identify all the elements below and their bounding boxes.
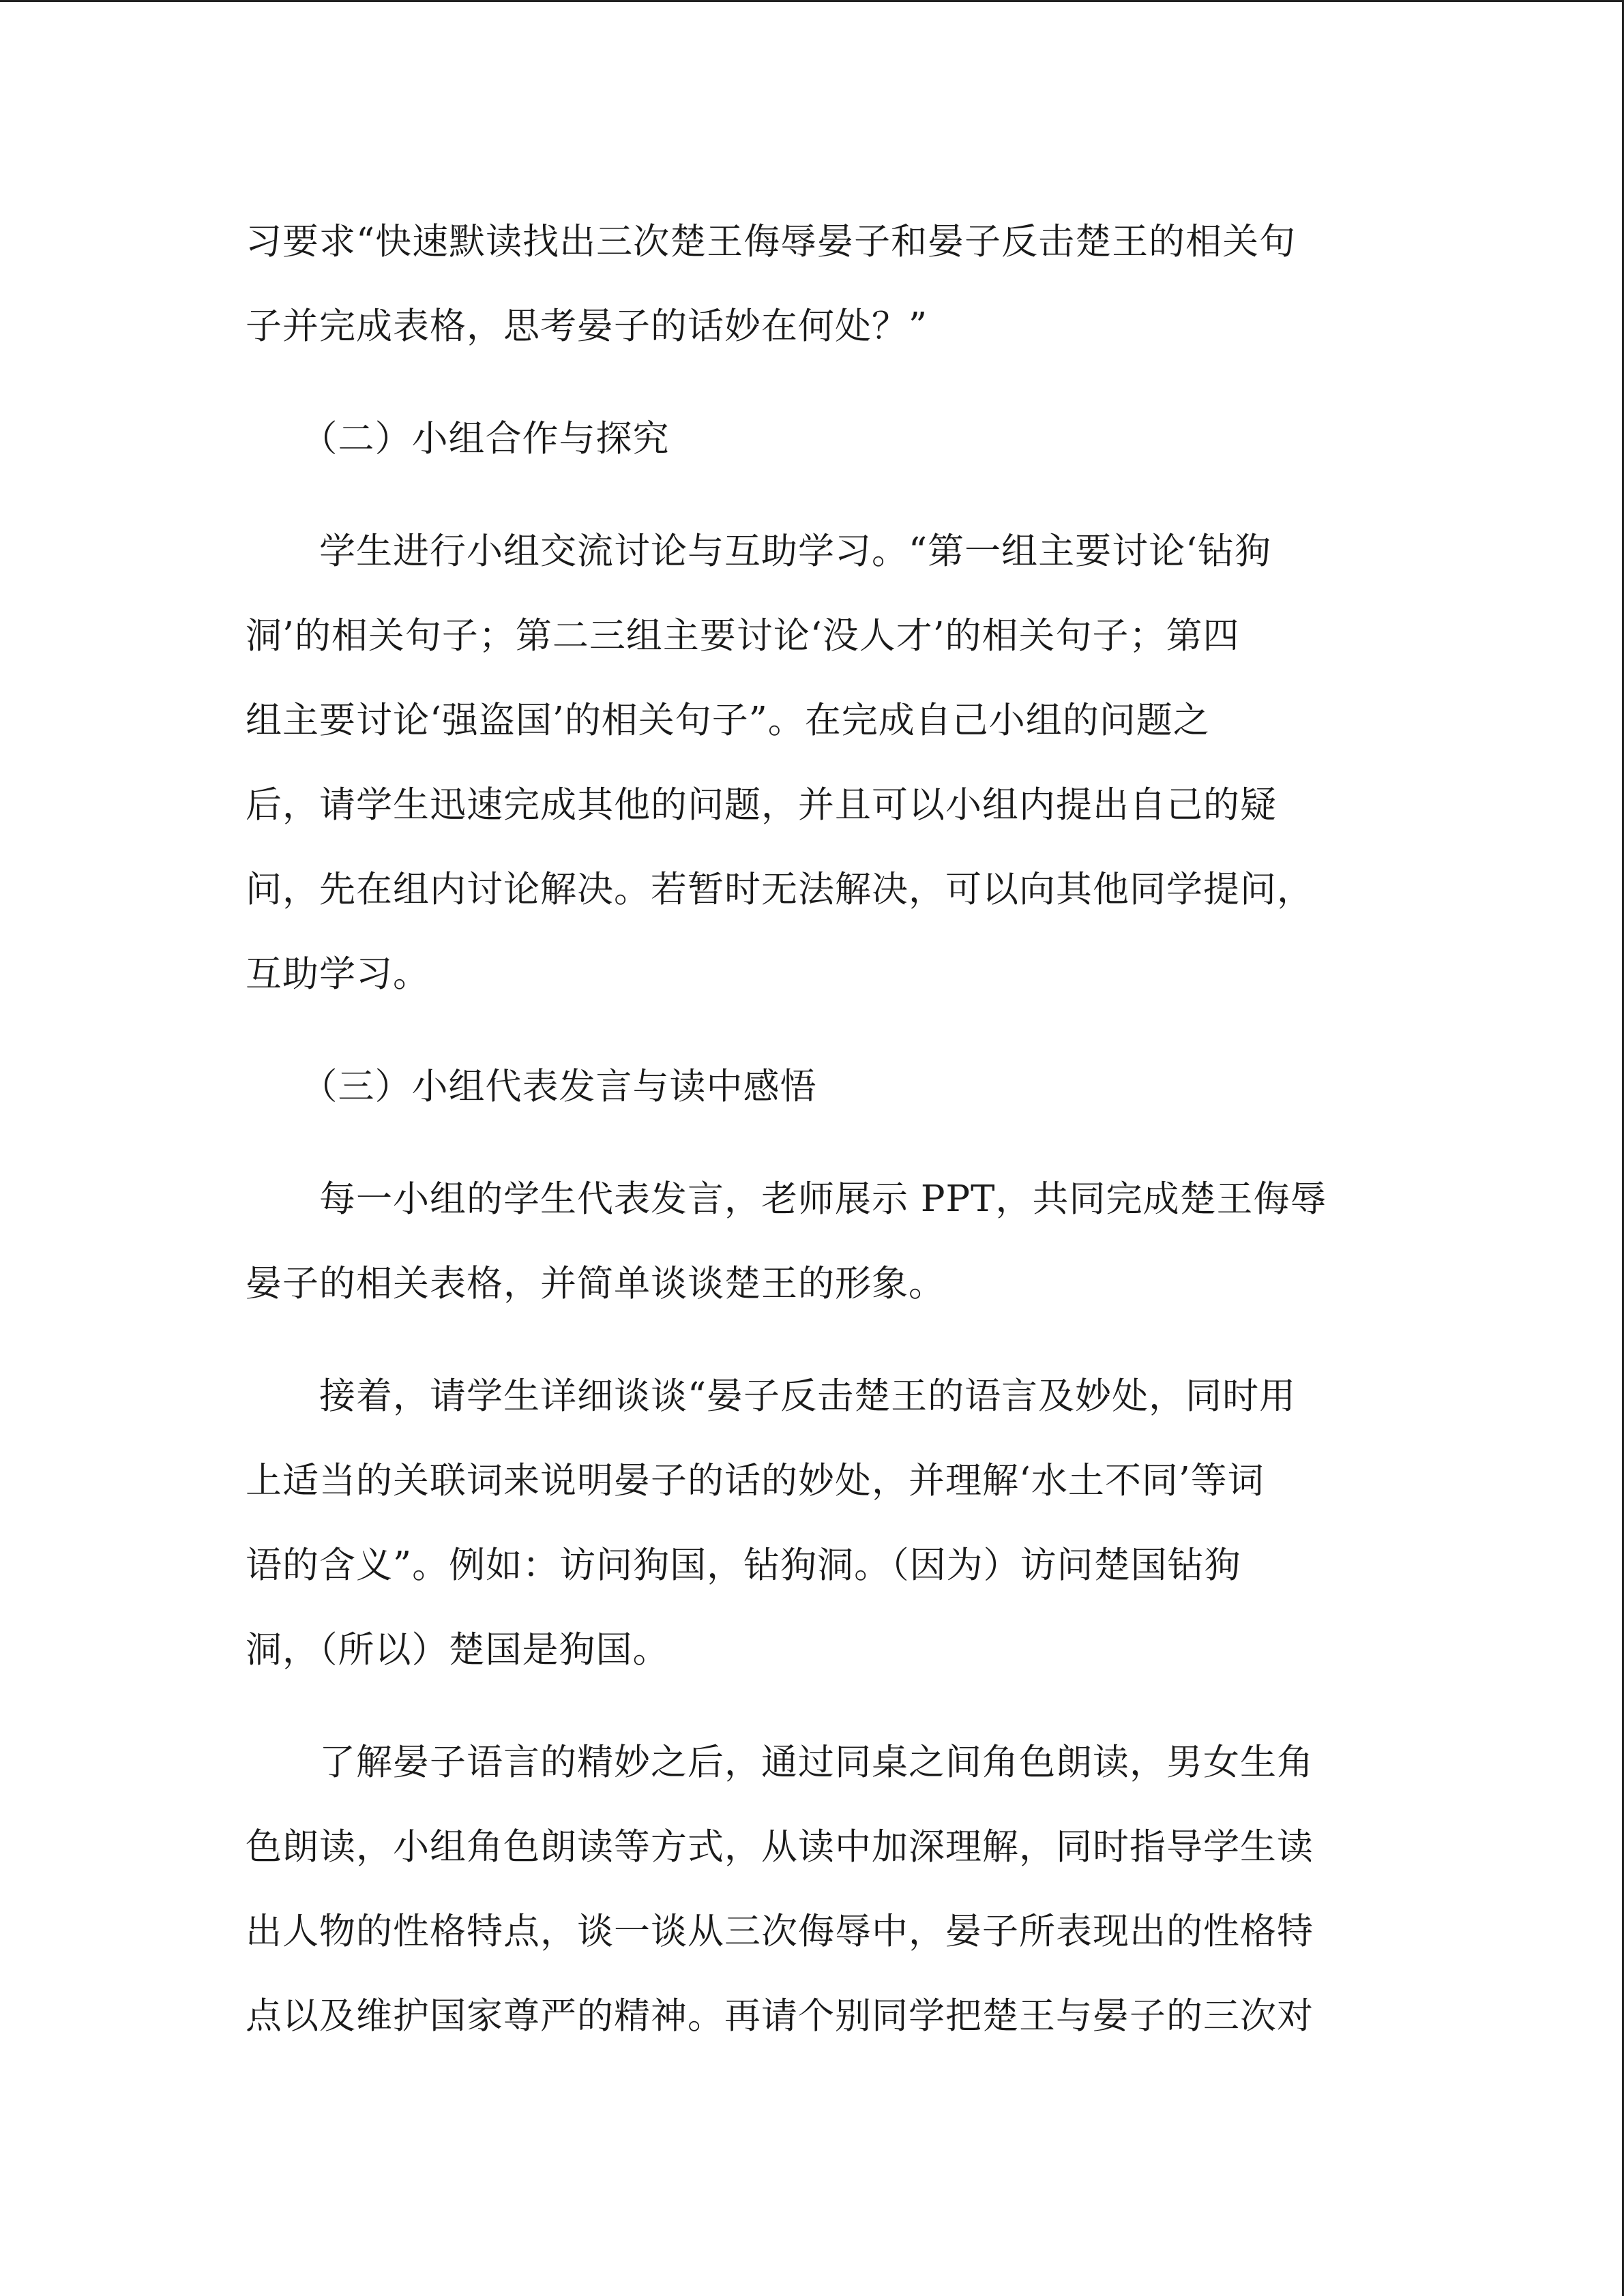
text-line: 洞，（所以）楚国是狗国。 [246, 1629, 670, 1671]
text-line: 晏子的相关表格，并简单谈谈楚王的形象。 [246, 1263, 945, 1304]
section-heading-3 [246, 1045, 1364, 1129]
heading-text: （三）小组代表发言与读中感悟 [246, 1066, 817, 1107]
text-line: 语的含义”。例如：访问狗国，钻狗洞。（因为）访问楚国钻狗 [246, 1545, 1241, 1586]
text-line: 点以及维护国家尊严的精神。再请个别同学把楚王与晏子的三次对 [246, 1995, 1314, 2037]
document-body [246, 200, 1364, 2059]
text-line: 问，先在组内讨论解决。若暂时无法解决，可以向其他同学提问， [246, 869, 1314, 910]
text-line: 习要求“快速默读找出三次楚王侮辱晏子和晏子反击楚王的相关句 [246, 221, 1297, 263]
paragraph-role-reading [246, 1720, 1364, 2059]
text-line: 色朗读，小组角色朗读等方式，从读中加深理解，同时指导学生读 [246, 1826, 1314, 1868]
text-line: 上适当的关联词来说明晏子的话的妙处，并理解‘水土不同’等词 [246, 1460, 1265, 1502]
text-line: 组主要讨论‘强盗国’的相关句子”。在完成自己小组的问题之 [246, 700, 1210, 741]
text-line: 后，请学生迅速完成其他的问题，并且可以小组内提出自己的疑 [246, 784, 1277, 826]
heading-text: （二）小组合作与探究 [246, 418, 670, 460]
text-line: 每一小组的学生代表发言，老师展示 PPT，共同完成楚王侮辱 [246, 1178, 1327, 1220]
paragraph-group-discussion [246, 509, 1364, 1017]
paragraph-representative-speech [246, 1157, 1364, 1326]
text-line: 出人物的性格特点，谈一谈从三次侮辱中，晏子所表现出的性格特 [246, 1911, 1314, 1952]
text-line: 子并完成表格，思考晏子的话妙在何处？” [246, 305, 928, 347]
paragraph-table-task [246, 200, 1364, 369]
paragraph-yanzi-language [246, 1354, 1364, 1693]
text-line: 学生进行小组交流讨论与互助学习。“第一组主要讨论‘钻狗 [246, 531, 1271, 572]
text-line: 接着，请学生详细谈谈“晏子反击楚王的语言及妙处，同时用 [246, 1375, 1297, 1417]
text-line: 互助学习。 [246, 953, 430, 995]
text-line: 了解晏子语言的精妙之后，通过同桌之间角色朗读，男女生角 [246, 1742, 1314, 1783]
section-heading-2 [246, 397, 1364, 481]
text-line: 洞’的相关句子；第二三组主要讨论‘没人才’的相关句子；第四 [246, 615, 1240, 657]
